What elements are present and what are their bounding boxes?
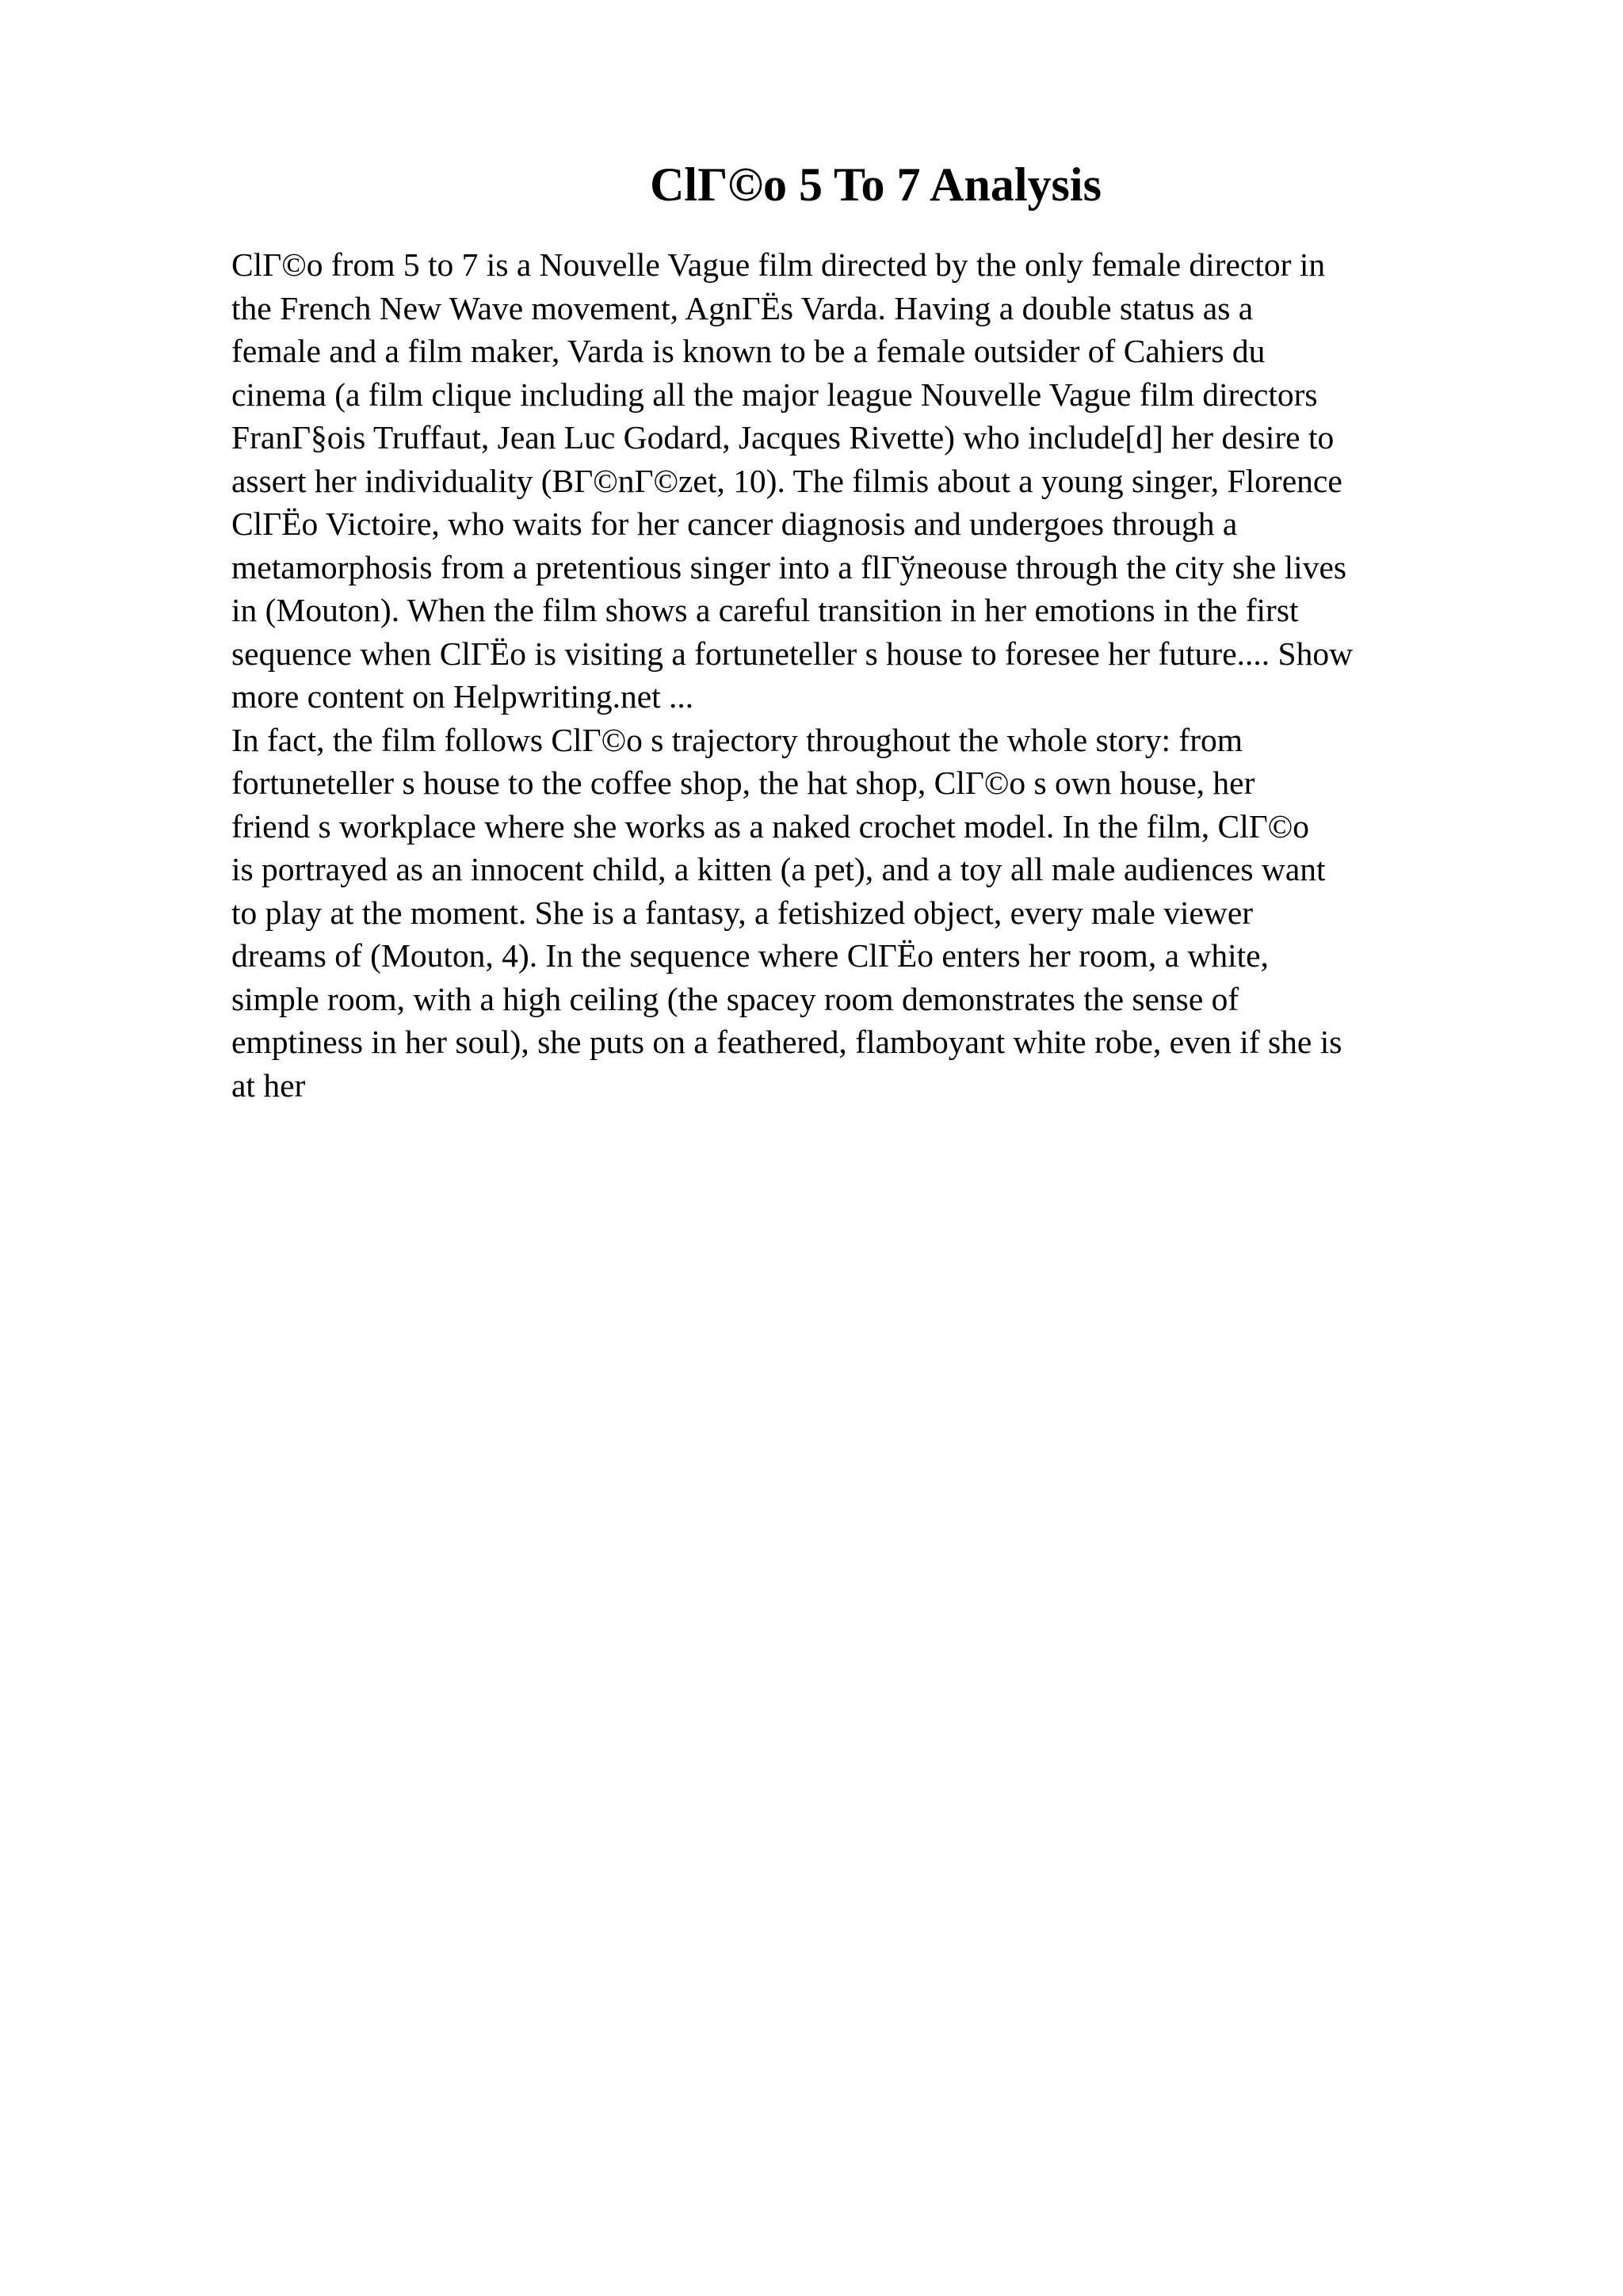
- body-line: in (Mouton). When the film shows a careful transition in her emotions in the first: [231, 592, 1299, 628]
- body-line: to play at the moment. She is a fantasy, a fetishized object, every male viewer: [231, 894, 1254, 931]
- body-line: cinema (a film clique including all the major league Nouvelle Vague film directors: [231, 376, 1318, 413]
- body-line: more content on Helpwriting.net ...: [231, 678, 694, 715]
- document-body: [231, 243, 1579, 1107]
- body-line: dreams of (Mouton, 4). In the sequence where ClГЁo enters her room, a white,: [231, 937, 1269, 974]
- body-line: at her: [231, 1066, 306, 1104]
- body-line: is portrayed as an innocent child, a kitten (a pet), and a toy all male audiences want: [231, 851, 1326, 887]
- body-line: fortuneteller s house to the coffee shop, the hat shop, ClГ©o s own house, her: [231, 765, 1255, 801]
- body-line: sequence when ClГЁo is visiting a fortuneteller s house to foresee her future.... Show: [231, 635, 1354, 672]
- body-line: the French New Wave movement, AgnГЁs Varda. Having a double status as a: [231, 289, 1254, 326]
- body-line: friend s workplace where she works as a naked crochet model. In the film, ClГ©o: [231, 807, 1310, 845]
- body-line: simple room, with a high ceiling (the spacey room demonstrates the sense of: [231, 980, 1239, 1017]
- body-line: female and a film maker, Varda is known to be a female outsider of Cahiers du: [231, 333, 1266, 369]
- body-line: FranГ§ois Truffaut, Jean Luc Godard, Jacques Rivette) who include[d] her desire to: [231, 419, 1335, 456]
- document-title: ClГ©o 5 To 7 Analysis: [650, 158, 1102, 211]
- body-line: In fact, the film follows ClГ©o s trajectory throughout the whole story: from: [231, 721, 1243, 758]
- body-line: emptiness in her soul), she puts on a feathered, flamboyant white robe, even if she is: [231, 1024, 1342, 1060]
- body-line: metamorphosis from a pretentious singer into a flГўneouse through the city she lives: [231, 548, 1347, 585]
- body-line: ClГ©o from 5 to 7 is a Nouvelle Vague film directed by the only female director in: [231, 246, 1326, 283]
- body-line: assert her individuality (BГ©nГ©zet, 10). The filmis about a young singer, Florence: [231, 462, 1342, 499]
- body-line: ClГЁo Victoire, who waits for her cancer diagnosis and undergoes through a: [231, 505, 1238, 542]
